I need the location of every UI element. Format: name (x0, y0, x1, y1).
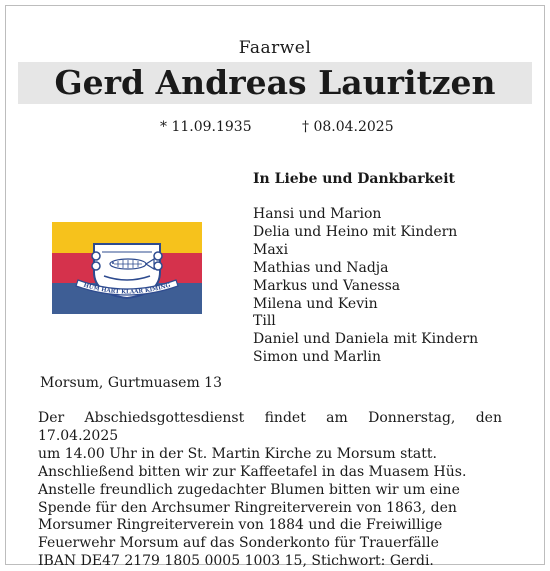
announcement-line: IBAN DE47 2179 1805 0005 1003 15, Stichwort: Gerdi. (38, 553, 434, 570)
mourner-item: Maxi (253, 241, 289, 258)
mourner-item: Markus und Vanessa (253, 277, 401, 294)
mourner-item: Delia und Heino mit Kindern (253, 223, 458, 240)
announcement-line: Morsumer Ringreiterverein von 1884 und die Freiwillige (38, 517, 443, 534)
announcement-line: um 14.00 Uhr in der St. Martin Kirche zu Morsum statt. (38, 445, 437, 462)
mourner-item: Daniel und Daniela mit Kindern (253, 331, 479, 348)
family-address: Morsum, Gurtmuasem 13 (40, 375, 222, 391)
announcement-line: Anstelle freundlich zugedachter Blumen bitten wir um eine (38, 481, 460, 498)
mourner-list (253, 206, 478, 367)
birth-date: * 11.09.1935 (160, 119, 252, 135)
deceased-name: Gerd Andreas Lauritzen (54, 63, 496, 102)
announcement-line: Anschließend bitten wir zur Kaffeetafel in das Muasem Hüs. (38, 463, 467, 480)
farewell-kicker: Faarwel (238, 38, 312, 58)
announcement-line: Feuerwehr Morsum auf das Sonderkonto für Trauerfälle (38, 535, 439, 552)
gratitude-heading: In Liebe und Dankbarkeit (253, 171, 455, 187)
mourner-item: Hansi und Marion (253, 206, 382, 222)
death-date: † 08.04.2025 (302, 119, 394, 135)
flag-motto: HUM HART KLAAR KIMING (82, 282, 172, 296)
announcement-line: Spende für den Archsumer Ringreiterverein von 1863, den (38, 499, 457, 516)
service-announcement (38, 410, 502, 571)
mourner-item: Milena und Kevin (253, 295, 378, 312)
morsum-flag (52, 222, 202, 314)
mourner-item: Mathias und Nadja (253, 259, 389, 276)
mourner-item: Simon und Marlin (253, 349, 382, 366)
announcement-line: Der Abschiedsgottesdienst findet am Donnerstag, den 17.04.2025 (38, 410, 502, 444)
mourner-item: Till (253, 313, 276, 330)
